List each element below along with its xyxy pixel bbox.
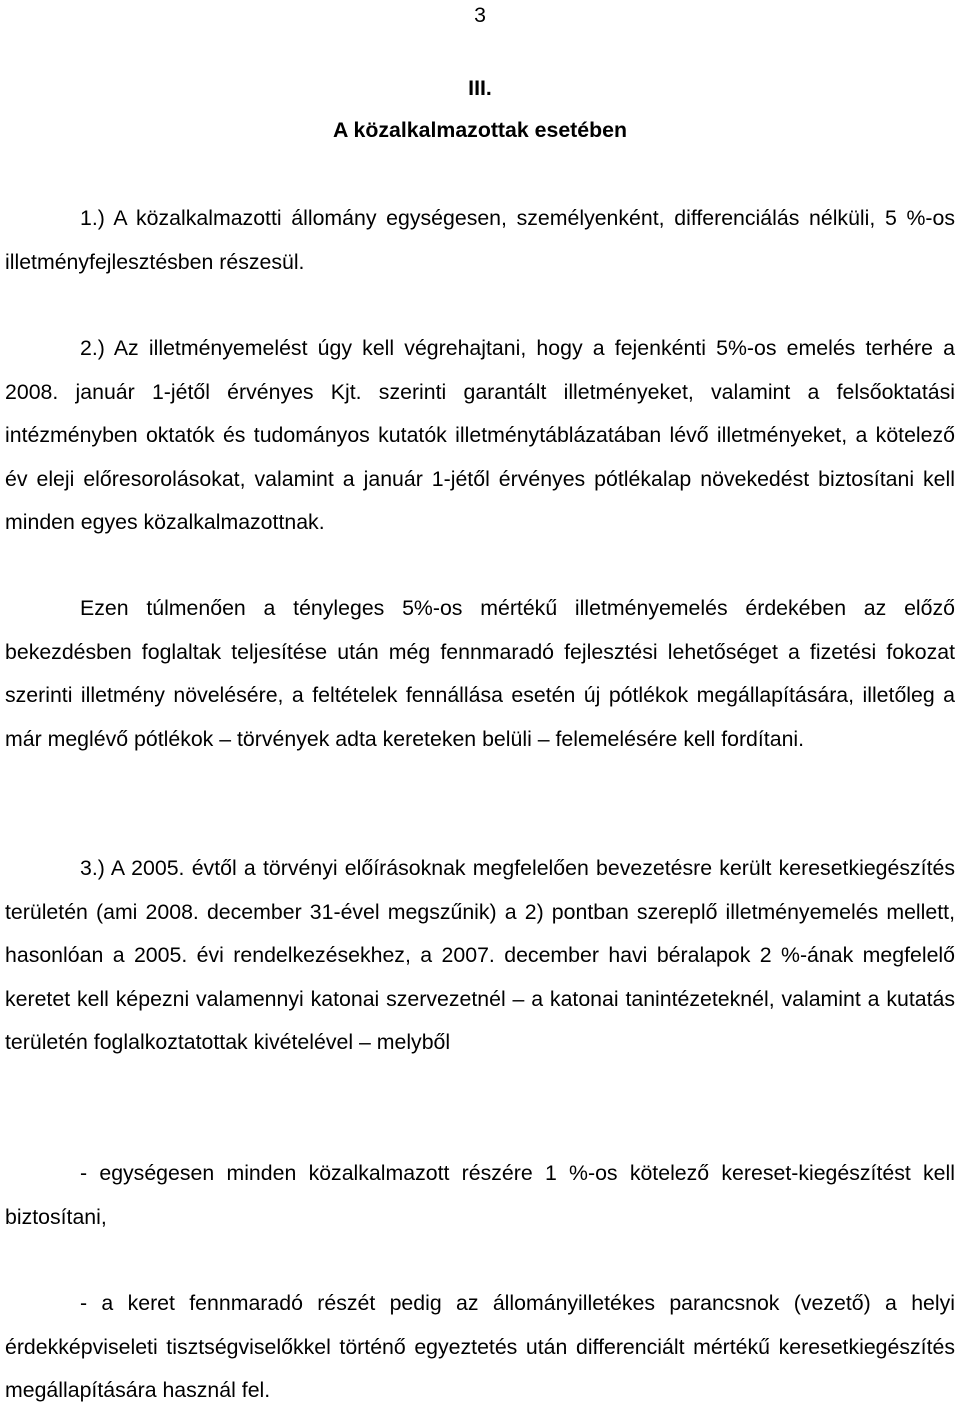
section-number: III. bbox=[468, 76, 492, 100]
page-number: 3 bbox=[474, 3, 486, 27]
paragraph-1: 1.) A közalkalmazotti állomány egységesen, személyenként, differenciálás nélküli, 5 %-os illetményfejlesztésben részesül. bbox=[5, 206, 955, 274]
paragraph-6: - a keret fennmaradó részét pedig az állományilletékes parancsnok (vezető) a helyi érdekképviseleti tisztségviselőkkel történő egyeztetés után differenciált mértékű keresetkiegészítés megállapítására használ fel. bbox=[5, 1291, 955, 1402]
paragraph-2: 2.) Az illetményemelést úgy kell végrehajtani, hogy a fejenkénti 5%-os emelés terhére a 2008. január 1-jétől érvényes Kjt. szerinti garantált illetményeket, valamint a felsőoktatási intézményben oktatók és tudományos kutatók illetménytáblázatában lévő illetményeket, a kötelező év eleji előresorolásokat, valamint a január 1-jétől érvényes pótlékalap növekedést biztosítani kell minden egyes közalkalmazottnak. bbox=[5, 336, 955, 534]
section-title: A közalkalmazottak esetében bbox=[333, 118, 627, 142]
paragraph-5: - egységesen minden közalkalmazott részére 1 %-os kötelező kereset-kiegészítést kell biztosítani, bbox=[5, 1161, 955, 1229]
paragraph-4: 3.) A 2005. évtől a törvényi előírásoknak megfelelően bevezetésre került keresetkiegészítés területén (ami 2008. december 31-ével megszűnik) a 2) pontban szereplő illetményemelés mellett, hasonlóan a 2005. évi rendelkezésekhez, a 2007. december havi béralapok 2 %-ának megfelelő keretet kell képezni valamennyi katonai szervezetnél – a katonai tanintézeteknél, valamint a kutatás területén foglalkoztatottak kivételével – melyből bbox=[5, 856, 955, 1054]
paragraph-3: Ezen túlmenően a tényleges 5%-os mértékű illetményemelés érdekében az előző bekezdésben foglaltak teljesítése után még fennmaradó fejlesztési lehetőséget a fizetési fokozat szerinti illetmény növelésére, a feltételek fennállása esetén új pótlékok megállapítására, illetőleg a már meglévő pótlékok – törvények adta kereteken belüli – felemelésére kell fordítani. bbox=[5, 596, 955, 751]
